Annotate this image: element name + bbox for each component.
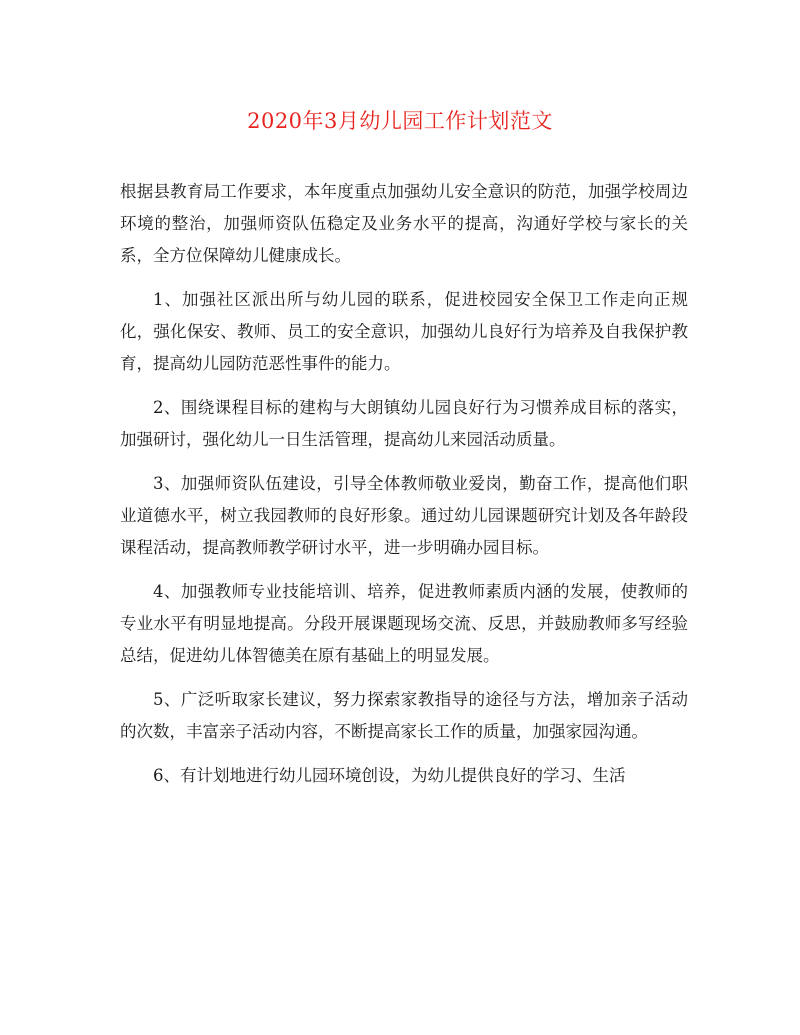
intro-paragraph: 根据县教育局工作要求，本年度重点加强幼儿安全意识的防范，加强学校周边环境的整治，加强师资队伍稳定及业务水平的提高，沟通好学校与家长的关系，全方位保障幼儿健康成长。 — [120, 182, 688, 265]
document-title: 2020年3月幼儿园工作计划范文 — [247, 109, 553, 133]
plan-item-6: 6、有计划地进行幼儿园环境创设，为幼儿提供良好的学习、生活 — [153, 766, 626, 785]
document-body — [120, 176, 688, 804]
plan-item-4: 4、加强教师专业技能培训、培养，促进教师素质内涵的发展，使教师的专业水平有明显地提高。分段开展课题现场交流、反思，并鼓励教师多写经验总结，促进幼儿体智德美在原有基础上的明显发展。 — [120, 582, 688, 665]
plan-item-2: 2、围绕课程目标的建构与大朗镇幼儿园良好行为习惯养成目标的落实，加强研讨，强化幼儿一日生活管理，提高幼儿来园活动质量。 — [120, 398, 688, 449]
plan-item-1: 1、加强社区派出所与幼儿园的联系，促进校园安全保卫工作走向正规化，强化保安、教师、员工的安全意识，加强幼儿良好行为培养及自我保护教育，提高幼儿园防范恶性事件的能力。 — [120, 290, 688, 373]
plan-item-3: 3、加强师资队伍建设，引导全体教师敬业爱岗，勤奋工作，提高他们职业道德水平，树立我园教师的良好形象。通过幼儿园课题研究计划及各年龄段课程活动，提高教师教学研讨水平，进一步明确办园目标。 — [120, 474, 688, 557]
plan-item-5: 5、广泛听取家长建议，努力探索家教指导的途径与方法，增加亲子活动的次数，丰富亲子活动内容，不断提高家长工作的质量，加强家园沟通。 — [120, 690, 688, 741]
